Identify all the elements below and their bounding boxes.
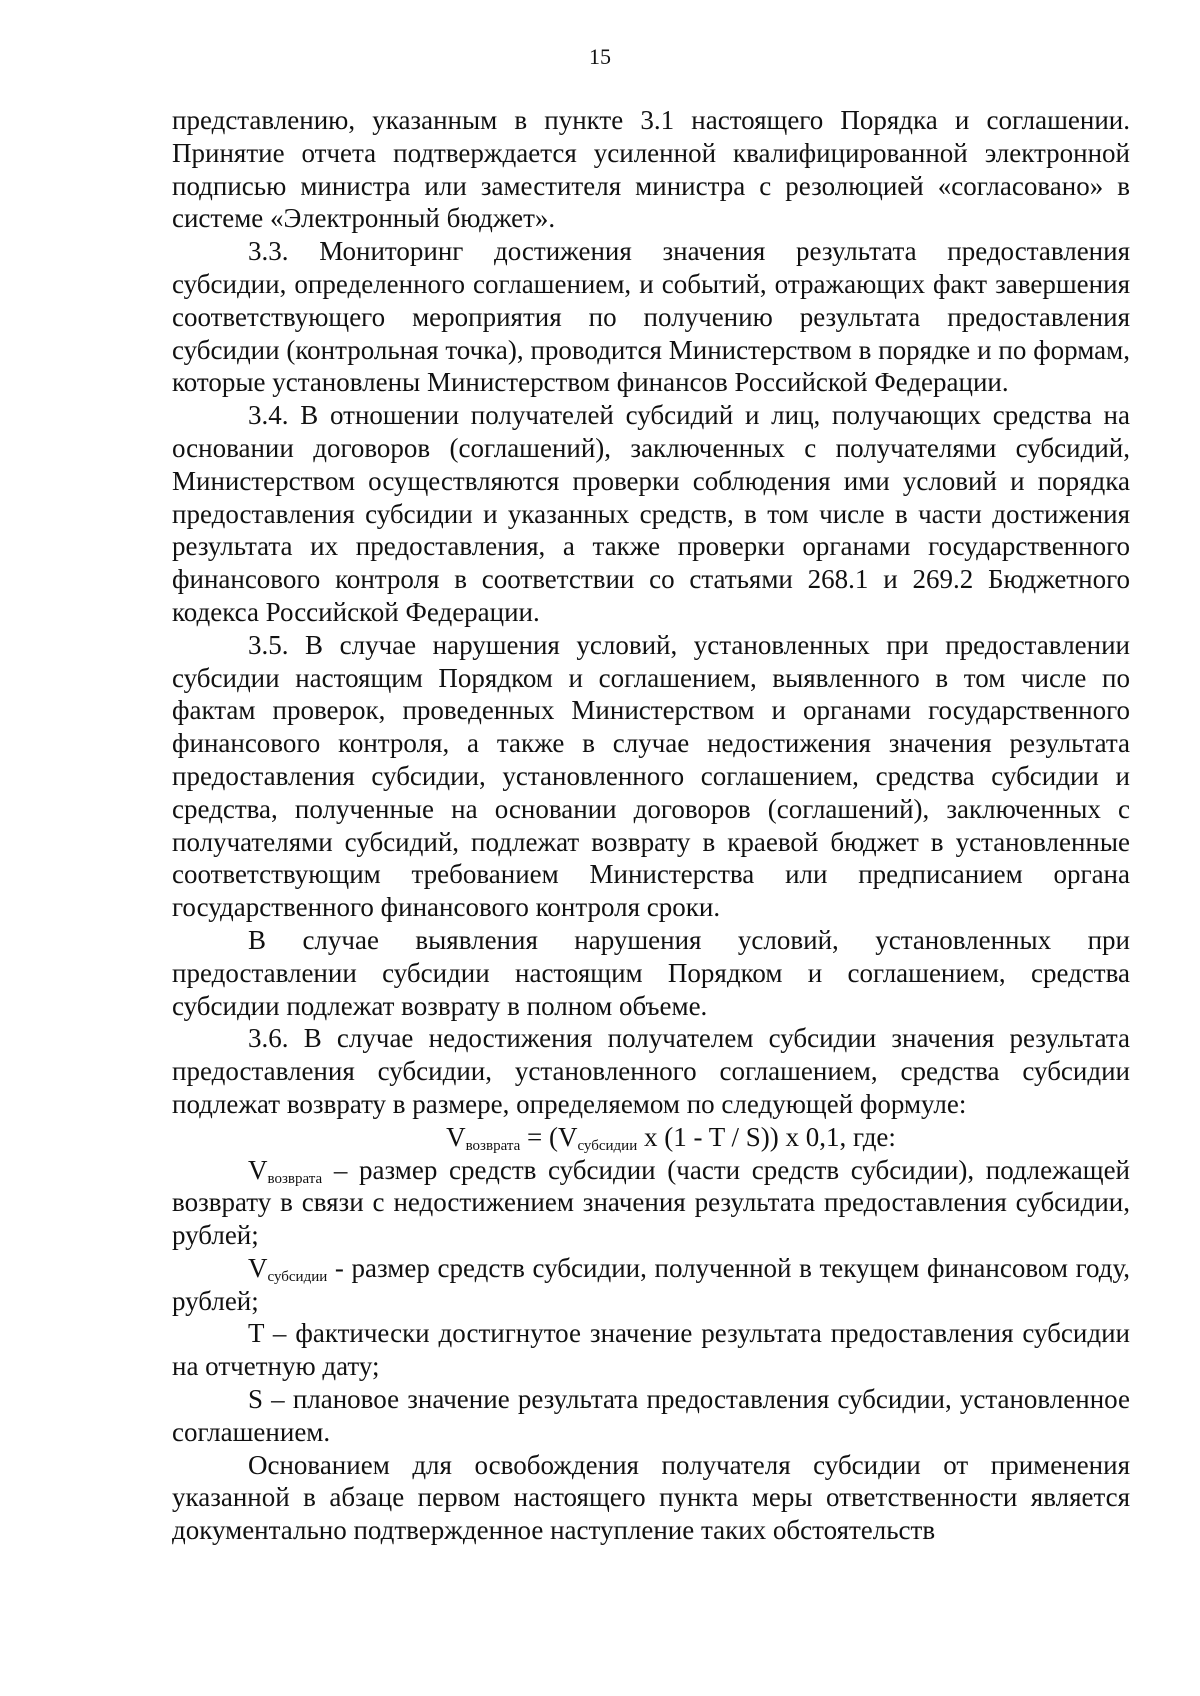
document-body: [172, 104, 1130, 1547]
paragraph-3-4-inspections: 3.4. В отношении получателей субсидий и лиц, получающих средства на основании договоров (соглашений), заключенных с получателями субсидий, Министерством осуществляются проверки соблюдения ими условий и порядка предоставления субсидии и указанных средств, в том числе в части достижения результата их предоставления, а также проверки органами государственного финансового контроля в соответствии со статьями 268.1 и 269.2 Бюджетного кодекса Российской Федерации.: [172, 400, 1130, 627]
definition-v-subsidy: [172, 1252, 1130, 1318]
definition-v-return: [172, 1154, 1130, 1252]
formula-v-subsidy: V: [557, 1121, 578, 1152]
formula-sub-return: возврата: [465, 1137, 521, 1154]
definition-text: - размер средств субсидии, полученной в текущем финансовом году, рублей;: [172, 1252, 1130, 1316]
definition-t: T – фактически достигнутое значение результата предоставления субсидии на отчетную дату;: [172, 1318, 1130, 1382]
definition-subscript: возврата: [267, 1170, 323, 1187]
formula-v-return: V: [446, 1121, 466, 1152]
definition-subscript: субсидии: [267, 1268, 328, 1285]
formula-sub-subsidy: субсидии: [577, 1137, 638, 1154]
paragraph-3-5-violations: 3.5. В случае нарушения условий, установленных при предоставлении субсидии настоящим Порядком и соглашением, выявленного в том числе по фактам проверок, проведенных Министерством и органами государственного финансового контроля, а также в случае недостижения значения результата предоставления субсидии, установленного соглашением, средства субсидии и средства, полученные на основании договоров (соглашений), заключенных с получателями субсидий, подлежат возврату в краевой бюджет в установленные соответствующим требованием Министерства или предписанием органа государственного финансового контроля сроки.: [172, 629, 1130, 923]
definition-s: S – плановое значение результата предоставления субсидии, установленное соглашением.: [172, 1384, 1130, 1447]
formula-rest: x (1 - T / S)) x 0,1, где:: [637, 1121, 896, 1152]
paragraph-exemption-basis: Основанием для освобождения получателя субсидии от применения указанной в абзаце первом настоящего пункта меры ответственности является документально подтвержденное наступление таких обстоятельств: [172, 1449, 1130, 1546]
definition-text: – размер средств субсидии (части средств субсидии), подлежащей возврату в связи с недостижением значения результата предоставления субсидии, рублей;: [172, 1154, 1130, 1251]
paragraph-full-return: В случае выявления нарушения условий, установленных при предоставлении субсидии настоящим Порядком и соглашением, средства субсидии подлежат возврату в полном объеме.: [172, 924, 1130, 1021]
return-formula: [172, 1121, 1130, 1154]
paragraph-3-3-monitoring: 3.3. Мониторинг достижения значения результата предоставления субсидии, определенного соглашением, и событий, отражающих факт завершения соответствующего мероприятия по получению результата предоставления субсидии (контрольная точка), проводится Министерством в порядке и по формам, которые установлены Министерством финансов Российской Федерации.: [172, 236, 1130, 398]
definition-symbol: V: [248, 1154, 268, 1185]
formula-eq: = (: [520, 1121, 558, 1152]
page-number: 15: [589, 44, 611, 69]
definition-symbol: V: [248, 1252, 268, 1283]
paragraph-report-acceptance: представлению, указанным в пункте 3.1 настоящего Порядка и соглашении. Принятие отчета подтверждается усиленной квалифицированной электронной подписью министра или заместителя министра с резолюцией «согласовано» в системе «Электронный бюджет».: [172, 105, 1130, 234]
paragraph-3-6-non-achievement: 3.6. В случае недостижения получателем субсидии значения результата предоставления субсидии, установленного соглашением, средства субсидии подлежат возврату в размере, определяемом по следующей формуле:: [172, 1023, 1130, 1119]
